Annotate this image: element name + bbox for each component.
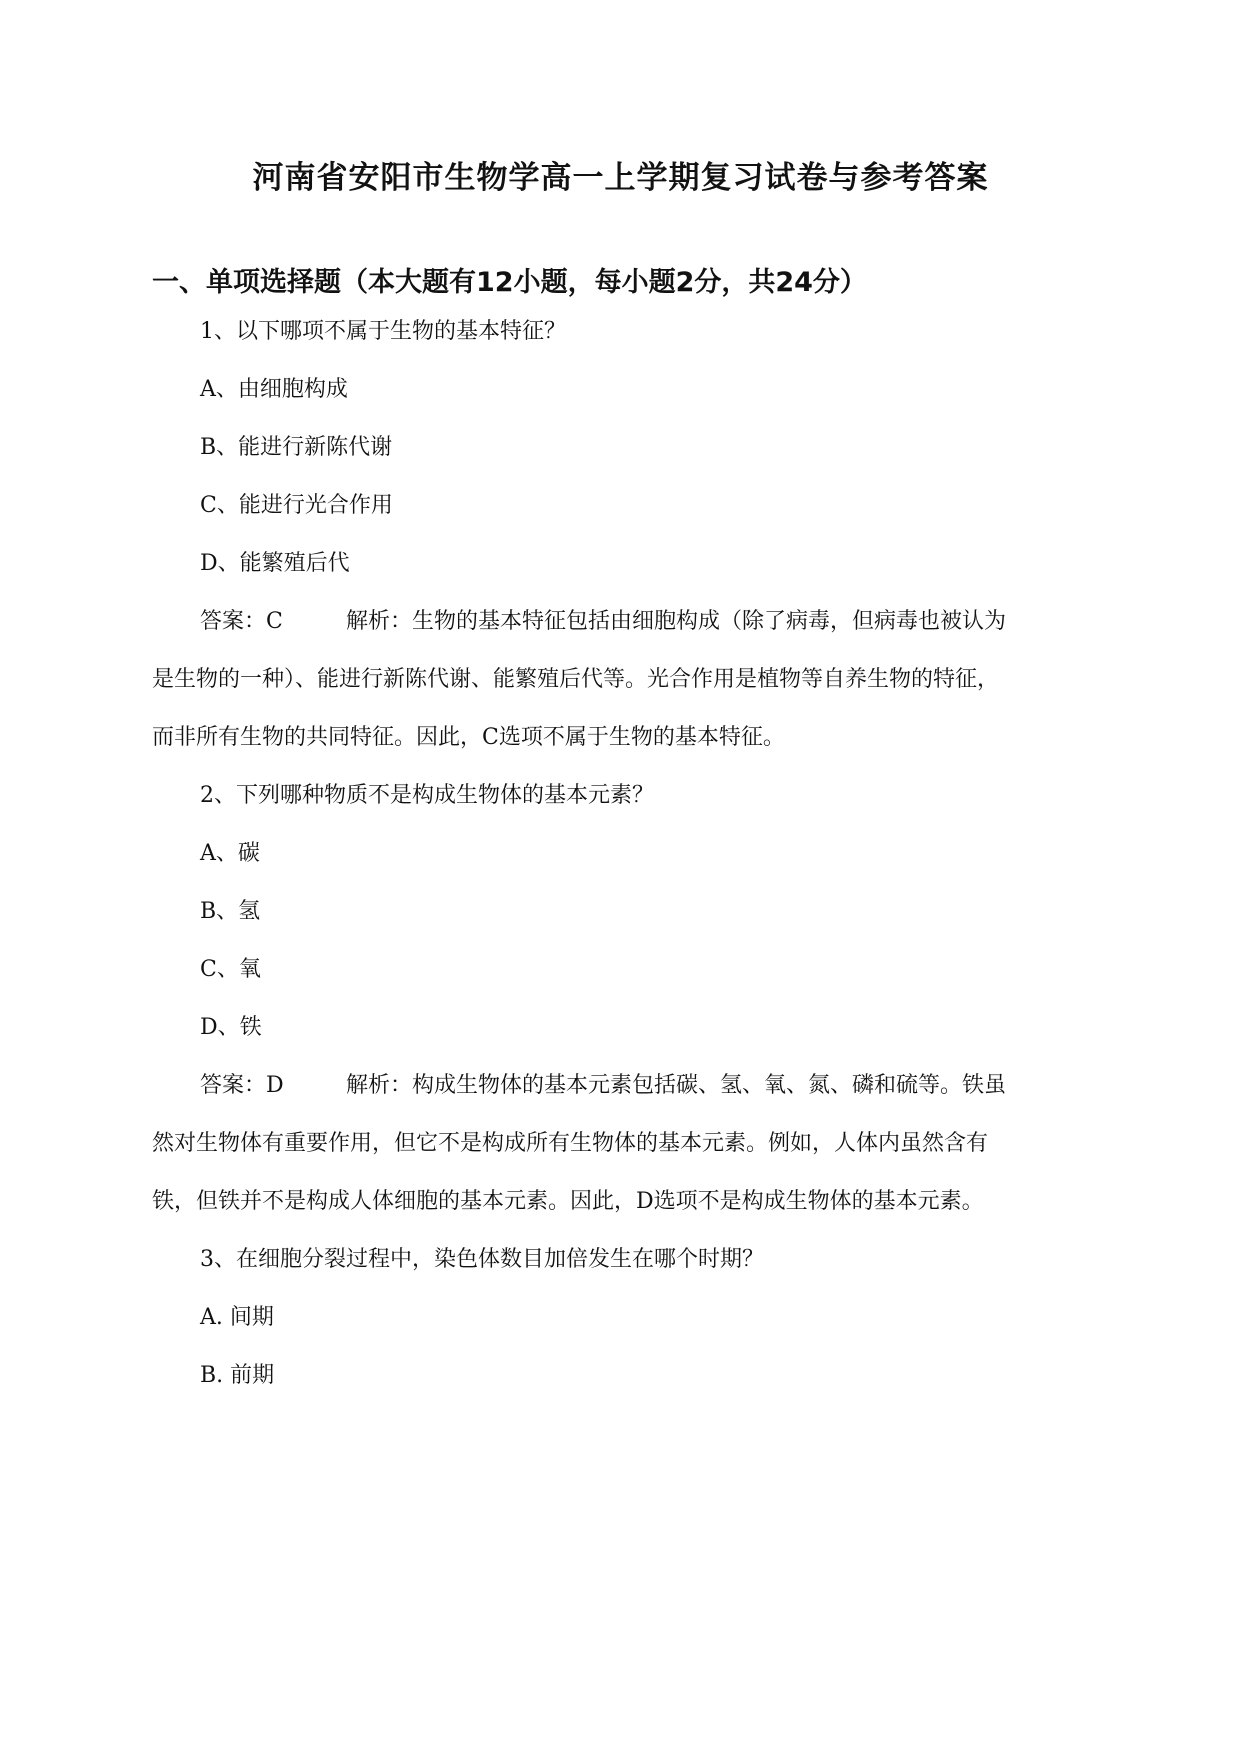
question-1-answer: 答案：C: [200, 609, 283, 634]
question-1-option-b: B、能进行新陈代谢: [200, 435, 393, 460]
question-1-answer-line: [200, 606, 1006, 638]
question-2-analysis-line-3: 铁，但铁并不是构成人体细胞的基本元素。因此，D选项不是构成生物体的基本元素。: [152, 1189, 984, 1214]
section-heading: 一、单项选择题（本大题有12小题，每小题2分，共24分）: [152, 267, 867, 298]
question-2-stem: 2、下列哪种物质不是构成生物体的基本元素？: [200, 783, 654, 808]
question-1-analysis-line-1: 解析：生物的基本特征包括由细胞构成（除了病毒，但病毒也被认为: [346, 609, 1007, 634]
document-title: 河南省安阳市生物学高一上学期复习试卷与参考答案: [252, 160, 989, 196]
question-2-option-b: B、氢: [200, 899, 261, 924]
question-2-option-d: D、铁: [200, 1015, 262, 1040]
question-3-option-b: B. 前期: [200, 1363, 275, 1388]
question-1-option-a: A、由细胞构成: [200, 377, 348, 402]
question-1-option-c: C、能进行光合作用: [200, 493, 393, 518]
question-2-answer-line: [200, 1070, 1006, 1102]
question-3-stem: 3、在细胞分裂过程中，染色体数目加倍发生在哪个时期？: [200, 1247, 764, 1272]
question-3-option-a: A. 间期: [200, 1305, 274, 1330]
question-1-option-d: D、能繁殖后代: [200, 551, 350, 576]
question-1-analysis-line-2: 是生物的一种）、能进行新陈代谢、能繁殖后代等。光合作用是植物等自养生物的特征，: [152, 667, 1000, 692]
question-2-option-c: C、氧: [200, 957, 261, 982]
question-2-option-a: A、碳: [200, 841, 260, 866]
question-2-answer: 答案：D: [200, 1073, 284, 1098]
question-2-analysis-line-2: 然对生物体有重要作用，但它不是构成所有生物体的基本元素。例如，人体内虽然含有: [152, 1131, 989, 1156]
question-1-stem: 1、以下哪项不属于生物的基本特征？: [200, 319, 566, 344]
question-1-analysis-line-3: 而非所有生物的共同特征。因此，C选项不属于生物的基本特征。: [152, 725, 785, 750]
question-2-analysis-line-1: 解析：构成生物体的基本元素包括碳、氢、氧、氮、磷和硫等。铁虽: [346, 1073, 1007, 1098]
